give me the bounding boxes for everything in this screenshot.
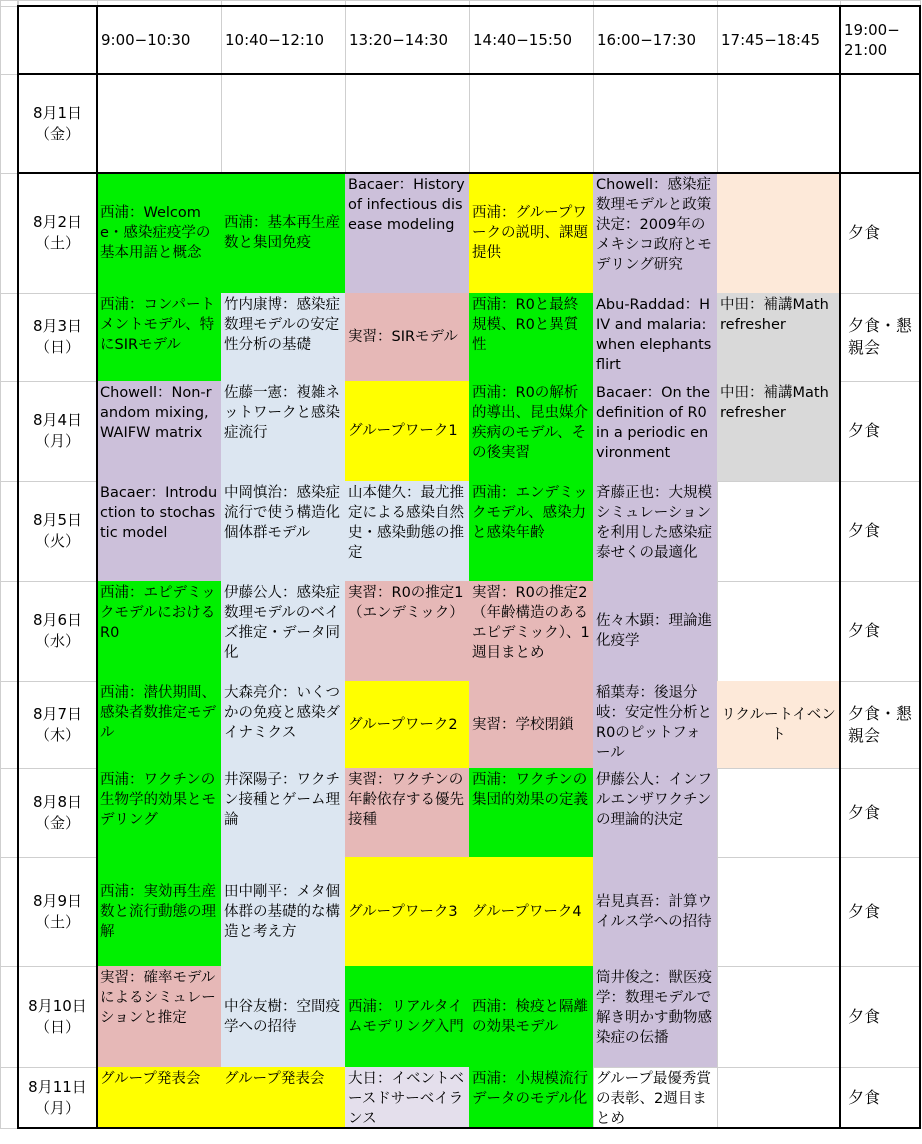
session-text: 佐藤一憲：複雑ネットワークと感染症流行 <box>224 385 340 441</box>
evening-cell: 夕食・懇親会 <box>848 316 913 357</box>
session-cell <box>221 173 345 293</box>
table-border <box>17 1127 921 1129</box>
session-cell <box>345 293 469 381</box>
session-cell <box>345 581 469 681</box>
session-cell <box>593 293 717 381</box>
evening-cell: 夕食 <box>848 223 881 242</box>
session-text: リクルートイベント <box>721 706 836 743</box>
session-cell <box>469 681 593 768</box>
session-text: 稲葉寿：後退分岐：安定性分析とR0のピットフォール <box>596 685 712 761</box>
session-text: 西浦：ワクチンの集団的効果の定義 <box>472 772 588 808</box>
session-cell <box>97 481 221 581</box>
session-cell <box>717 173 840 293</box>
session-text: 大森亮介：いくつかの免疫と感染ダイナミクス <box>224 685 340 741</box>
session-text: グループワーク3 <box>348 903 458 920</box>
session-cell <box>97 173 221 293</box>
session-cell <box>221 966 345 1067</box>
header-time-slot: 17:45−18:45 <box>721 31 821 49</box>
evening-cell: 夕食 <box>848 521 881 540</box>
session-cell <box>221 857 345 966</box>
date-cell: 8月4日 （月） <box>32 411 83 450</box>
session-cell <box>345 381 469 481</box>
session-text: 斉藤正也：大規模シミュレーションを利用した感染症泰せくの最適化 <box>596 485 712 561</box>
evening-cell: 夕食・懇親会 <box>848 703 913 745</box>
session-text: 実習：R0の推定2（年齢構造のあるエピデミック）、1週目まとめ <box>472 585 590 661</box>
session-cell <box>97 1067 221 1128</box>
session-cell <box>221 581 345 681</box>
session-text: 実習：学校閉鎖 <box>472 716 574 733</box>
session-text: Bacaer：History of infectious disease modeling <box>348 177 469 233</box>
session-text: 西浦：検疫と隔離の効果モデル <box>472 998 588 1035</box>
table-border <box>839 6 841 1128</box>
session-cell <box>469 966 593 1067</box>
date-cell: 8月7日 （木） <box>32 704 83 744</box>
session-text: グループ発表会 <box>100 1071 201 1087</box>
session-text: グループワーク2 <box>348 716 458 733</box>
session-cell <box>593 481 717 581</box>
session-cell <box>97 581 221 681</box>
session-text: 西浦：エンデミックモデル、感染力と感染年齢 <box>472 485 588 541</box>
session-cell <box>717 381 840 481</box>
date-cell: 8月1日 （金） <box>32 103 83 143</box>
date-cell: 8月2日 （土） <box>32 213 83 252</box>
session-text: Chowell：感染症数理モデルと政策決定：2009年のメキシコ政府とモデリング研究 <box>596 177 712 273</box>
session-cell <box>593 1067 717 1128</box>
session-cell <box>97 381 221 481</box>
table-border <box>18 172 920 174</box>
session-cell <box>593 857 717 966</box>
session-text: Bacaer：Introduction to stochastic model <box>100 485 218 541</box>
evening-cell: 夕食 <box>848 621 881 640</box>
session-cell <box>593 381 717 481</box>
session-cell <box>345 966 469 1067</box>
evening-cell: 夕食 <box>848 1087 881 1107</box>
session-cell <box>469 1067 593 1128</box>
session-text: 実習：R0の推定1（エンデミック） <box>348 585 464 621</box>
date-cell: 8月6日 （水） <box>32 611 83 650</box>
session-text: Bacaer：On the definition of R0 in a periodic environment <box>596 385 715 461</box>
session-cell <box>97 857 221 966</box>
session-text: 田中剛平：メタ個体群の基礎的な構造と考え方 <box>224 883 340 940</box>
header-time-slot: 19:00− 21:00 <box>844 21 900 59</box>
session-cell <box>469 381 593 481</box>
date-cell: 8月5日 （火） <box>32 511 83 550</box>
session-cell <box>221 1067 345 1128</box>
session-cell <box>469 481 593 581</box>
session-text: 岩見真吾：計算ウイルス学への招待 <box>596 893 712 930</box>
session-cell <box>593 768 717 857</box>
session-cell <box>97 681 221 768</box>
date-cell: 8月10日 （日） <box>28 996 87 1036</box>
session-text: 実習：ワクチンの年齢依存する優先接種 <box>348 772 464 828</box>
session-cell <box>717 293 840 381</box>
session-text: 西浦：R0と最終規模、R0と異質性 <box>472 297 579 353</box>
session-text: 竹内康博：感染症数理モデルの安定性分析の基礎 <box>224 297 340 353</box>
gridline-vertical <box>717 0 718 1128</box>
session-cell <box>221 381 345 481</box>
session-text: グループ発表会 <box>224 1071 325 1087</box>
session-cell <box>221 768 345 857</box>
session-text: 実習：確率モデルによるシミュレーションと推定 <box>100 970 216 1026</box>
session-text: 実習：SIRモデル <box>348 329 458 345</box>
session-text: グループワーク1 <box>348 423 458 439</box>
header-time-slot: 9:00−10:30 <box>101 31 191 49</box>
session-text: 中田：補講Math refresher <box>720 297 834 333</box>
recruit-event-cell <box>717 681 840 768</box>
session-cell <box>345 173 469 293</box>
session-cell <box>345 1067 469 1128</box>
table-border <box>96 6 98 1128</box>
session-cell <box>593 581 717 681</box>
session-cell <box>97 293 221 381</box>
date-cell: 8月11日 （月） <box>28 1077 87 1117</box>
session-text: 西浦：小規模流行データのモデル化 <box>472 1071 588 1107</box>
header-time-slot: 10:40−12:10 <box>225 31 325 49</box>
session-text: 西浦：潜伏期間、感染者数推定モデル <box>100 685 216 741</box>
session-text: 中谷友樹：空間疫学への招待 <box>224 998 340 1035</box>
evening-cell: 夕食 <box>848 421 881 440</box>
session-text: 佐々木顕：理論進化疫学 <box>596 613 712 649</box>
session-text: 西浦：リアルタイムモデリング入門 <box>348 998 464 1035</box>
session-cell <box>593 681 717 768</box>
session-text: 中田：補講Math refresher <box>720 385 834 421</box>
date-cell: 8月8日 （金） <box>32 792 83 832</box>
session-text: Abu-Raddad：HIV and malaria: when elephants flirt <box>596 297 716 373</box>
session-text: 西浦：Welcome・感染症疫学の基本用語と概念 <box>100 205 211 261</box>
session-text: 西浦：エピデミックモデルにおけるR0 <box>100 585 216 641</box>
session-cell <box>97 768 221 857</box>
evening-cell: 夕食 <box>848 802 881 822</box>
session-cell <box>221 481 345 581</box>
session-cell <box>97 966 221 1067</box>
session-text: 西浦：基本再生産数と集団免疫 <box>224 215 340 251</box>
session-cell <box>469 293 593 381</box>
session-cell <box>469 768 593 857</box>
session-text: グループ最優秀賞の表彰、2週目まとめ <box>596 1071 711 1127</box>
session-text: 井深陽子：ワクチン接種とゲーム理論 <box>224 772 340 828</box>
session-text: 筒井俊之：獣医疫学：数理モデルで解き明かす動物感染症の伝播 <box>596 970 712 1046</box>
session-cell <box>345 481 469 581</box>
session-cell <box>593 173 717 293</box>
session-text: 伊藤公人：インフルエンザワクチンの理論的決定 <box>596 772 712 828</box>
evening-cell: 夕食 <box>848 1006 881 1026</box>
session-text: 山本健久：最尤推定による感染自然史・感染動態の推定 <box>348 485 464 561</box>
session-cell <box>593 966 717 1067</box>
date-cell: 8月9日 （土） <box>32 891 83 931</box>
session-cell <box>221 681 345 768</box>
session-text: 西浦：ワクチンの生物学的効果とモデリング <box>100 772 216 828</box>
session-cell <box>345 857 469 966</box>
session-text: 中岡慎治：感染症流行で使う構造化個体群モデル <box>224 485 340 541</box>
header-time-slot: 14:40−15:50 <box>473 31 573 49</box>
table-border <box>17 5 921 7</box>
table-border <box>18 73 920 75</box>
session-text: 西浦：R0の解析的導出、昆虫媒介疾病のモデル、その後実習 <box>472 385 588 461</box>
evening-cell: 夕食 <box>848 901 881 921</box>
session-cell <box>345 681 469 768</box>
header-time-slot: 16:00−17:30 <box>597 31 697 49</box>
session-text: 大日：イベントベースドサーベイランス <box>348 1071 464 1127</box>
session-cell <box>469 857 593 966</box>
session-cell <box>221 293 345 381</box>
session-cell <box>469 581 593 681</box>
gridline-vertical <box>0 0 1 1128</box>
session-text: 西浦：実効再生産数と流行動態の理解 <box>100 883 216 940</box>
gridline-horizontal <box>0 0 920 1</box>
session-text: 西浦：コンパートメントモデル、特にSIRモデル <box>100 297 215 353</box>
session-text: 伊藤公人：感染症数理モデルのベイズ推定・データ同化 <box>224 585 340 661</box>
session-text: グループワーク4 <box>472 903 582 920</box>
session-text: Chowell：Non-random mixing, WAIFW matrix <box>100 385 214 441</box>
session-cell <box>469 173 593 293</box>
date-cell: 8月3日 （日） <box>32 317 83 356</box>
header-time-slot: 13:20−14:30 <box>349 31 449 49</box>
session-cell <box>345 768 469 857</box>
session-text: 西浦：グループワークの説明、課題提供 <box>472 205 588 261</box>
